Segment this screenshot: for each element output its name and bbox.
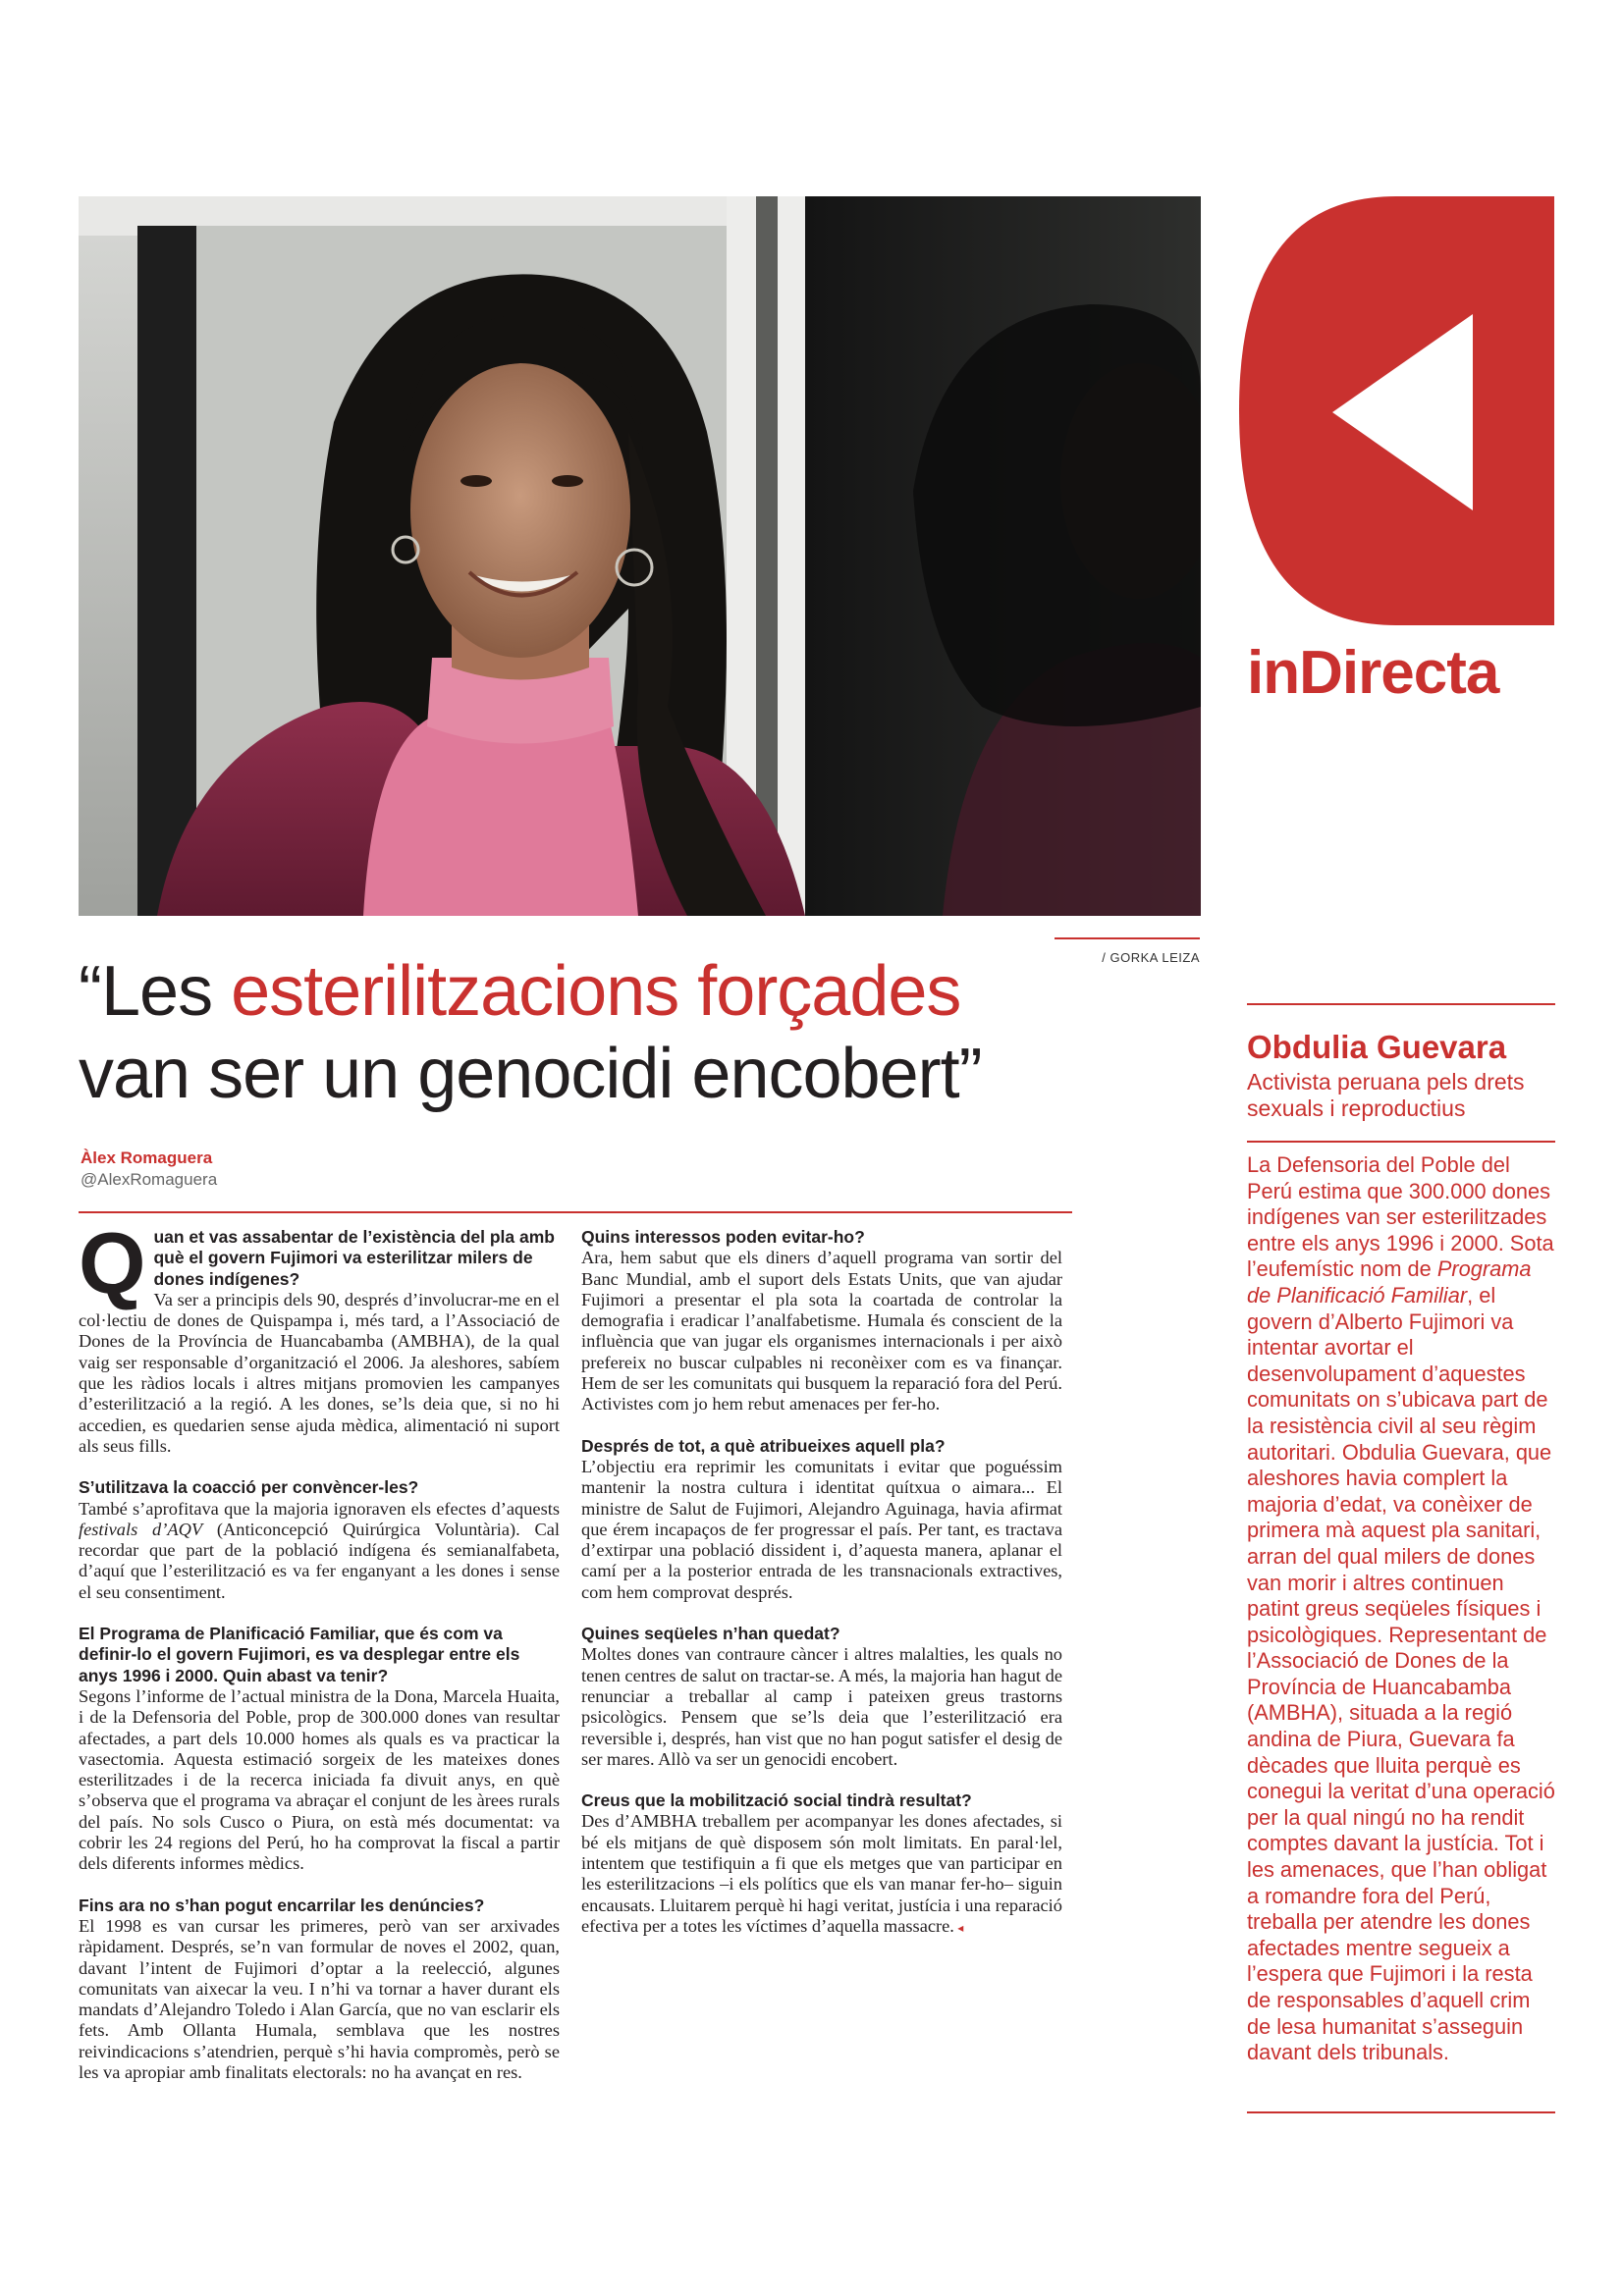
dropcap: Q	[79, 1214, 146, 1311]
answer-4: El 1998 es van cursar les primeres, però van ser arxivades ràpidament. Després, se’n van formular de noves el 2002, quan, davant l’intent de Fujimori d’optar a la reelecció, algunes comunitats van aixecar la veu. I n’hi va tornar a haver durant els mandats d’Alejandro Toledo i Alan García, que no van esclarir els fets. Amb Ollanta Humala, semblava que les nostres reivindicacions s’atendrien, perquè s’hi havia compromès, però se les va apropiar amb finalitats electorals: no ha avançat en res.	[79, 1915, 560, 2082]
question-2: S’utilitzava la coacció per convèncer-les?	[79, 1477, 419, 1498]
sidebar-mid-rule	[1247, 1141, 1555, 1143]
question-6: Després de tot, a què atribueixes aquell pla?	[581, 1435, 946, 1456]
answer-6: L’objectiu era reprimir les comunitats i evitar que poguéssim mantenir la nostra cultura i identitat quítxua o aimara... El ministre de Salut de Fujimori, Alejandro Aguinaga, havia afirmat que érem incapaços de fer progressar el país. Per tant, es tractava d’extirpar una població dissident i, d’aquesta manera, aplanar el camí per a la posterior entrada de les transnacionals extractives, com hem comprovat després.	[581, 1456, 1062, 1602]
sidebar-bio-pre: La Defensoria del Poble del Perú estima que 300.000 dones indígenes van ser esterilitzades entre els anys 1996 i 2000. Sota l’eufemístic nom de	[1247, 1152, 1554, 1282]
question-4: Fins ara no s’han pogut encarrilar les denúncies?	[79, 1895, 485, 1915]
sidebar-bio	[1247, 1152, 1559, 2066]
sidebar-bio-emphasis: Programa de Planificació Familiar	[1247, 1256, 1532, 1308]
sidebar-role: Activista peruana pels drets sexuals i reproductius	[1247, 1069, 1525, 1121]
sidebar-bio-post: , el govern d’Alberto Fujimori va intentar avortar el desenvolupament d’aquestes comunitats on s’ubicava part de la resistència civil al seu règim autoritari. Obdulia Guevara, que aleshores havia complert la majoria d’edat, va conèixer de primera mà aquest pla sanitari, arran del qual milers de dones van morir i altres continuen patint greus seqüeles físiques i psicològiques. Representant de l’Associació de Dones de la Província de Huancabamba (AMBHA), situada a la regió andina de Piura, Guevara fa dècades que lluita perquè es conegui la veritat d’una operació per la qual ningú no ha rendit comptes davant la justícia. Tot i les amenaces, que l’han obligat a romandre fora del Perú, treballa per atendre les dones afectades mentre segueix a l’espera que Fujimori i la resta de responsables d’aquell crim de lesa humanitat s’asseguin davant dels tribunals.	[1247, 1282, 1555, 2065]
headline-highlight: esterilitzacions forçades	[231, 952, 961, 1031]
body-rule	[79, 1211, 1072, 1213]
brand-logo-icon	[1239, 196, 1554, 625]
answer-5: Ara, hem sabut que els diners d’aquell programa van sortir del Banc Mundial, amb el suport dels Estats Units, que van ajudar Fujimori a presentar el pla sota la coartada de controlar la demografia i eradicar l’analfabetisme. Humala és conscient de la influència que van jugar els organismes internacionals i per això prefereix no buscar culpables ni reconèixer com es va finançar. Hem de ser les comunitats qui busquem la reparació fora del Perú. Activistes com jo hem rebut amenaces per fer-ho.	[581, 1248, 1062, 1415]
answer-2-post: (Anticoncepció Quirúrgica Voluntària). Cal recordar que part de la població indígena és semianalfabeta, d’aquí que l’esterilització es va fer enganyant a les dones i sense el seu consentiment.	[79, 1519, 560, 1602]
brand-name: inDirecta	[1247, 639, 1499, 707]
portrait-photo	[79, 196, 1201, 916]
credit-rule	[1055, 937, 1200, 939]
byline-handle: @AlexRomaguera	[81, 1170, 218, 1189]
article-column-1	[79, 1214, 560, 2083]
sidebar-top-rule	[1247, 1003, 1555, 1005]
answer-2	[79, 1499, 560, 1603]
answer-3: Segons l’informe de l’actual ministra de la Dona, Marcela Huaita, i de la Defensoria del Poble, prop de 300.000 dones van resultar afectades, a part dels 10.000 homes als quals es va practicar la vasectomia. Aquesta estimació sorgeix de les mateixes dones esterilitzades i de la recerca iniciada fa divuit anys, en què s’observa que el programa va abraçar el conjunt de les àrees rurals del país. No sols Cusco o Piura, on està més documentat: va cobrir les 24 regions del Perú, ho ha comprovat la fiscal a partir dels diferents informes mèdics.	[79, 1685, 560, 1874]
gap	[581, 1415, 1062, 1436]
answer-7: Moltes dones van contraure càncer i altres malalties, les quals no tenen centres de salut on tractar-se. A més, la majoria han hagut de renunciar a treballar al camp i pateixen greus trastorns psicològics. Pensem que se’ls deia que l’esterilització era reversible i, després, han vist que no han pogut satisfer el desig de ser mares. Allò va ser un genocidi encobert.	[581, 1644, 1062, 1769]
answer-2-emphasis: festivals d’AQV	[79, 1519, 203, 1539]
question-3: El Programa de Planificació Familiar, que és com va definir-lo el govern Fujimori, es va desplegar entre els anys 1996 i 2000. Quin abast va tenir?	[79, 1624, 520, 1685]
headline-rest: van ser un genocidi encobert”	[79, 1035, 982, 1113]
headline-open: “Les	[79, 952, 232, 1031]
gap	[581, 1770, 1062, 1790]
byline-author: Àlex Romaguera	[81, 1148, 213, 1167]
end-mark-icon: ◂	[953, 1920, 964, 1935]
answer-1: Va ser a principis dels 90, després d’involucrar-me en el col·lectiu de dones de Quispampa i, més tard, a l’Associació de Dones de la Província de Huancabamba (AMBHA), de la qual vaig ser responsable d’organització el 2006. Ja aleshores, sabíem que les ràdios locals i altres mitjans promovien les campanyes d’esterilització a la regió. A les dones, se’ls deia que, si no hi accedien, es quedarien sense ajuda mèdica, alimentació ni suport als seus fills.	[79, 1289, 560, 1456]
question-8: Creus que la mobilització social tindrà resultat?	[581, 1790, 972, 1811]
photo-credit: / GORKA LEIZA	[1102, 950, 1200, 965]
headline	[79, 950, 1060, 1115]
answer-8: Des d’AMBHA treballem per acompanyar les dones afectades, si bé els mitjans de què disposem són molt limitats. En paral·lel, intentem que testifiquin a fi que els metges que van participar en les esterilitzacions –i els polítics que els van manar fer-ho– siguin encausats. Lluitarem perquè hi hagi veritat, justícia i una reparació efectiva per a totes les víctimes d’aquella massacre. ◂	[581, 1811, 1062, 1936]
article-column-2	[581, 1227, 1062, 1939]
sidebar-bottom-rule	[1247, 2111, 1555, 2113]
question-1-text: uan et vas assabentar de l’existència del pla amb què el govern Fujimori va esterilitzar milers de dones indígenes?	[153, 1227, 555, 1289]
question-7: Quines seqüeles n’han quedat?	[581, 1624, 840, 1644]
answer-2-pre: També s’aprofitava que la majoria ignoraven els efectes d’aquests	[79, 1498, 560, 1519]
gap	[581, 1603, 1062, 1624]
question-1	[79, 1214, 560, 1311]
sidebar-name: Obdulia Guevara	[1247, 1029, 1507, 1065]
question-5: Quins interessos poden evitar-ho?	[581, 1227, 865, 1247]
